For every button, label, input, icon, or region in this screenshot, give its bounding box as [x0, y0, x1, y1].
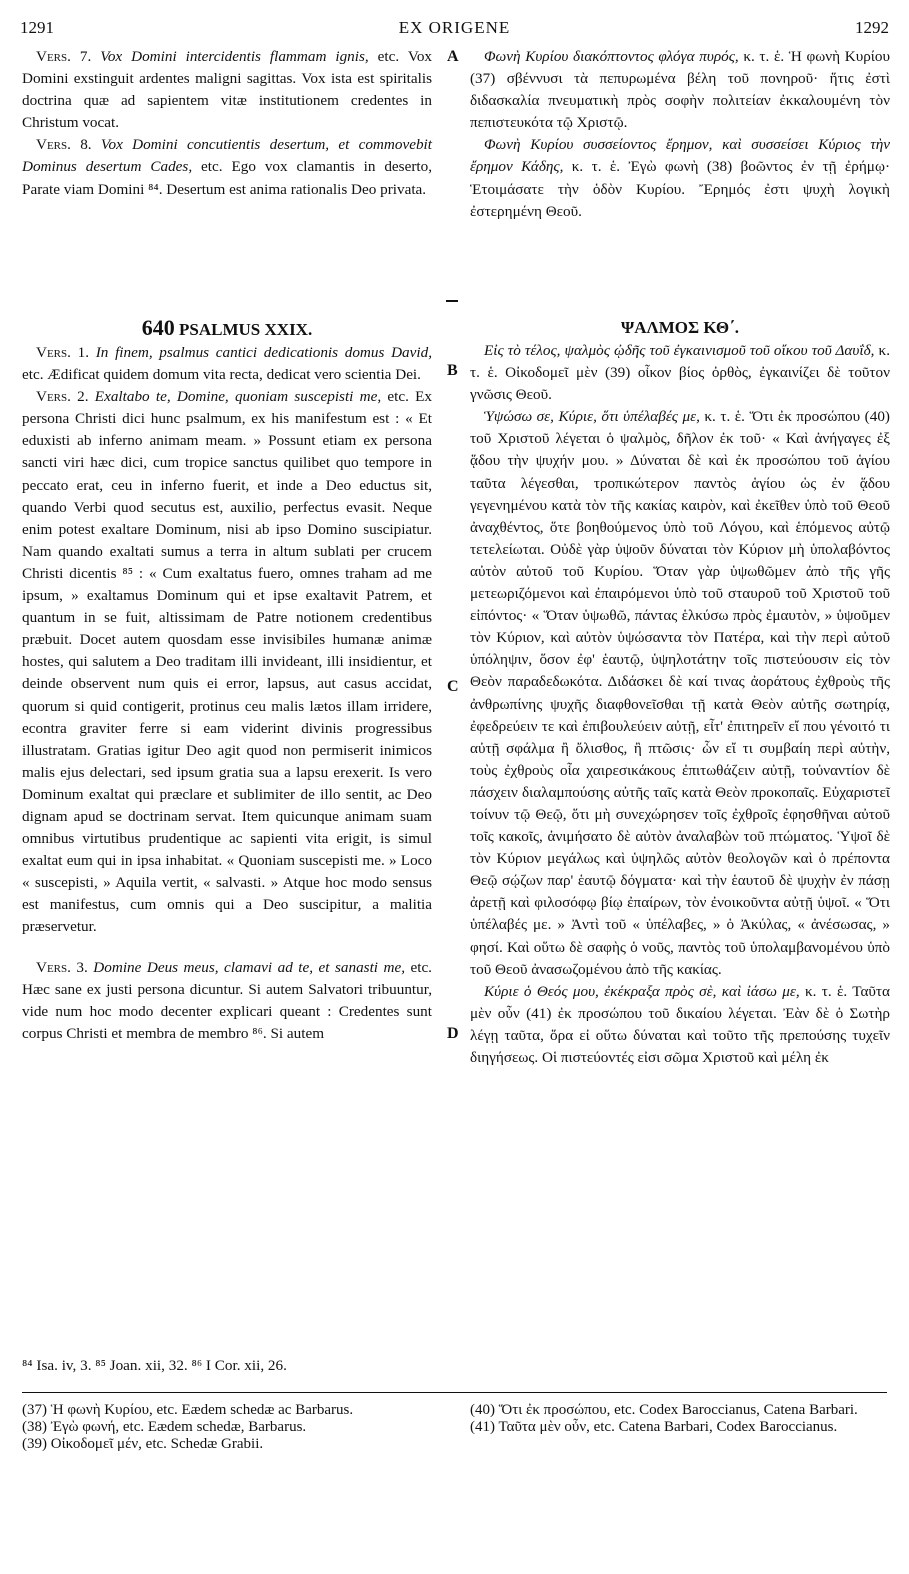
- greek-footnotes: [470, 1402, 890, 1436]
- scripture-references: ⁸⁴ Isa. iv, 3. ⁸⁵ Joan. xii, 32. ⁸⁶ I Cor. xii, 26.: [22, 1357, 287, 1374]
- column-number-left: 1291: [20, 18, 54, 37]
- greek-psalm-verse-2: Ὑψώσω σε, Κύριε, ὅτι ὑπέλαβές με, κ. τ. ἑ. Ὅτι ἐκ προσώπου (40) τοῦ Χριστοῦ λέγεται ὁ ψαλμὸς, δῆλον ἐκ τοῦ· « Καὶ ἀνήγαγες ἐξ ᾅδου τὴν ψυχήν μου. » Δύναται δὲ καὶ ἐκ προσώπου τοῦ ἁγίου ταῦτα λέγεσθαι, τροπικώτερον παντὸς ἁγίου ὡς ἐν ᾅδου γεγενημένου κατὰ τὸν τῆς κακίας καιρὸν, καὶ ἐκεῖθεν ὑπὸ τοῦ Θεοῦ ἀναχθέντος, ὅτε βοηθούμενος ὑπὸ τοῦ Λόγου, καὶ ἑπόμενος αὐτῷ τετελείωται. Οὐδὲ γὰρ ὑψοῦν δύναται τὸν Κύριον μὴ ὑπολαβόντος αὐτὸν αὐτοῦ τοῦ Κυρίου. Ὅταν γὰρ ὑψωθῶμεν ἀπὸ τῆς γῆς μετεωριζόμενοι καὶ ἐπαιρόμενοι ὑπὸ τοῦ σταυροῦ τοῦ Χριστοῦ τοῦ εἰπόντος· « Ὅταν ὑψωθῶ, πάντας ἑλκύσω πρὸς ἐμαυτὸν, » ὑψοῦμεν τὸν Κύριον, καὶ αὐτὸν ὑψώσαντα τὸν Πατέρα, καὶ τὴν περὶ αὐτοῦ ὑπόληψιν, ὅσον ἐφ' ἑαυτῷ, ὑψηλοτάτην τοῖς πιστεύουσιν εἰς τὸν Θεὸν παραδεδωκότα. Διδάσκει δὲ καί τινας ἀοράτους ἐχθροὺς τῆς ἀνθρωπίνης ψυχῆς διαφθονεῖσθαι τῇ κατὰ Θεὸν αὐτῆς σωτηρίᾳ, ἐφεδρεύειν τε καὶ ἐπιβουλεύειν αὐτῇ, εἶτ' ἐπιτηρεῖν εἴ που γένοιτό τι αὐτῇ σφάλμα ἢ ὄλισθος, ἢ πτῶσις· ὧν εἴ τι συμβαίη περὶ αὐτὴν, τοὺς ἐχθροὺς οἷα χαιρεσικάκους ἐπιτωθάζειν αὐτῇ, τοὐναντίον δὲ πάσχειν διαλαμπούσης αὐτῆς ταῖς κατὰ Θεὸν προκοπαῖς. Εὐχαριστεῖ τοίνυν τῷ Θεῷ, ὅτι μὴ συνεχώρησεν τοῖς ἐχθροῖς ἐφησθῆναι αὐτοῦ τοῖς κακοῖς, ἀνιμήσατο δὲ αὐτὸν ἀναλαβὼν τοῦ πτώματος. Ὑψοῖ δὲ τὸν Κύριον μεγάλως καὶ ὑψηλῶς αὐτὸν θεολογῶν καὶ ὁ πρέποντα Θεῷ σῴζων παρ' ἑαυτῷ δόγματα· καὶ τὴν ἑαυτοῦ δὲ ψυχὴν ἐν πάσῃ ἀρετῇ καὶ φιλοσόφῳ βίῳ ἐπαίρων, τὸν ἐνοικοῦντα αὐτῇ ὑψοῖ. « Ὅτι ὑπέλαβές με. » Ἀντὶ τοῦ « ὑπέλαβες, » ὁ Ἀκύλας, « ἀνέσωσας, » φησί. Καὶ οὕτω δὲ σαφὴς ὁ νοῦς, παντὸς τοῦ ὑπολαμβανομένου ὑπὸ τοῦ Θεοῦ ἀνασωζομένου ἀπὸ τῆς κακίας.: [470, 408, 890, 978]
- greek-verse-7: Φωνὴ Κυρίου διακόπτοντος φλόγα πυρός, κ. τ. ἑ. Ἡ φωνὴ Κυρίου (37) σβέννυσι τὰ πεπυρωμένα βέλη τοῦ πονηροῦ· ἥτις ἐστὶ διδασκαλία πνευματικὴ πρὸς σοφὴν πολιτείαν ἐκκαλουμένη τὸν πεπιστευκότα τῷ Χριστῷ.: [470, 48, 891, 132]
- margin-letter-c: C: [447, 678, 459, 695]
- latin-verse-7: Vers. 7. Vox Domini intercidentis flammam ignis, etc. Vox Domini exstinguit ardentes maligni sagittas. Vox ista est spiritalis doctrina quæ ad sapientem vitæ institutionem credentes in Christum vocat.: [22, 48, 433, 132]
- footnote-rule: [22, 1392, 887, 1393]
- latin-footnotes: [22, 1402, 432, 1453]
- running-title: EX ORIGENE: [398, 18, 511, 37]
- margin-letter-d: D: [447, 1025, 459, 1042]
- latin-psalm-verse-1: Vers. 1. In finem, psalmus cantici dedicationis domus David, etc. Ædificat quidem domum vita recta, dedicat vero scientia Dei.: [22, 344, 433, 384]
- latin-psalm-block: [22, 316, 432, 1045]
- greek-verse-8: Φωνὴ Κυρίου συσσείοντος ἔρημον, καὶ συσσείσει Κύριος τὴν ἔρημον Κάδης, κ. τ. ἑ. Ἐγὼ φωνὴ (38) βοῶντος ἐν τῇ ἐρήμῳ· Ἑτοιμάσατε τὴν ὁδὸν Κυρίου. Ἔρημός ἐστι ψυχὴ λογικὴ ἐστερημένη Θεοῦ.: [470, 136, 891, 220]
- footnote-40: (40) Ὅτι ἐκ προσώπου, etc. Codex Baroccianus, Catena Barbari.: [470, 1402, 858, 1418]
- greek-section-title: ΨΑΛΜΟΣ ΚΘ΄.: [621, 318, 739, 337]
- latin-psalm-verse-2: Vers. 2. Exaltabo te, Domine, quoniam suscepisti me, etc. Ex persona Christi dici hunc psalmum, ex his manifestum est : « Et eduxisti ab inferno animam meam. » Possunt etiam ex persona sancti viri hæc dici, cum tropice sanctus quilibet quo tempore in peccato erat, ceu in inferno fuerit, et inde a Deo eductus sit, quando Verbi quod secutus est, auxilio, perfectus evasit. Neque enim potest exaltare Dominum, nisi ab ipso Domino suscipiatur. Nam quando exaltati sumus a terra in altum sublati per crucem Christi dicentis ⁸⁵ : « Cum exaltatus fuero, omnes traham ad me ipsum, » exaltamus Dominum qui et ipse exaltavit Patrem, et quantum in se fuit, altissimam de Patre notionem credentibus præbuit. Docet autem quosdam esse invisibiles humanæ animæ hostes, qui salutem a Deo traditam illi invideant, illi insidientur, et deinde observent num quis ei error, lapsus, aut casus accidat, quorum si quid contigerit, protinus ceu malis lætos illam irridere, econtra graviter ferre si eam viderint divinis progressibus illustratam. Gratias igitur Deo agit quod non permiserit inimicos malis ejus delectari, sed ipsum gratia sua a lapsu erexerit. Is vero Dominum exaltat qui præclare et sublimiter de illo sentit, ac Deo dignam apud se doctrinam servat. Item quicunque animam suam omnibus virtutibus prudentique ac sapienti vita erigit, is simul exaltat eum qui in ipsa inhabitat. « Quoniam suscepisti me. » Loco « suscepisti, » Aquila vertit, « salvasti. » Atque hoc modo sensus est manifestus, cum omnis qui a Deo suscipitur, a malitia præservetur.: [22, 388, 432, 936]
- running-header: [20, 18, 889, 44]
- latin-psalm-verse-3: Vers. 3. Domine Deus meus, clamavi ad te, et sanasti me, etc. Hæc sane ex justi persona dicuntur. Si autem Salvatori tribuuntur, vide num hoc modo decenter explicari queant : Credentes sunt corpus Christi et membra de membro ⁸⁶. Si autem: [22, 958, 432, 1042]
- greek-psalm-verse-1: Εἰς τὸ τέλος, ψαλμὸς ᾠδῆς τοῦ ἐγκαινισμοῦ τοῦ οἴκου τοῦ Δαυΐδ, κ. τ. ἑ. Οἰκοδομεῖ μὲν (39) οἶκον βίος ὀρθὸς, ἐγκαινίζει δὲ τοῦτον γνῶσις Θεοῦ.: [470, 342, 890, 404]
- margin-letter-a: A: [447, 48, 459, 65]
- footnote-41: (41) Ταῦτα μὲν οὖν, etc. Catena Barbari, Codex Baroccianus.: [470, 1419, 838, 1435]
- greek-psalm-verse-3: Κύριε ὁ Θεός μου, ἐκέκραξα πρὸς σὲ, καὶ ἰάσω με, κ. τ. ἑ. Ταῦτα μὲν οὖν (41) ἐκ προσώπου τοῦ δικαίου λέγεται. Ἐὰν δὲ ὁ Σωτὴρ λέγῃ ταῦτα, ὅρα εἰ οὕτω δύναται καὶ τοῦτο τῆς πρεπούσης τυχεῖν διηγήσεως. Οἱ πιστεύοντές εἰσι σῶμα Χριστοῦ καὶ μέλη ἐκ: [470, 982, 890, 1066]
- footnote-38: (38) Ἐγὼ φωνή, etc. Eædem schedæ, Barbarus.: [22, 1419, 307, 1435]
- footnote-37: (37) Ἡ φωνὴ Κυρίου, etc. Eædem schedæ ac Barbarus.: [22, 1402, 354, 1418]
- greek-top-block: [470, 46, 890, 223]
- margin-letter-b: B: [447, 362, 458, 379]
- latin-verse-8: Vers. 8. Vox Domini concutientis desertum, et commovebit Dominus desertum Cades, etc. Ego vox clamantis in deserto, Parate viam Domini ⁸⁴. Desertum est anima rationalis Deo privata.: [22, 136, 432, 198]
- footnote-39: (39) Οἰκοδομεῖ μέν, etc. Schedæ Grabii.: [22, 1436, 264, 1452]
- column-number-right: 1292: [855, 18, 889, 37]
- latin-top-block: [22, 46, 432, 201]
- greek-psalm-block: [470, 316, 890, 1069]
- column-divider-mark: [446, 300, 458, 302]
- latin-section-title: 640 PSALMUS XXIX.: [141, 315, 313, 340]
